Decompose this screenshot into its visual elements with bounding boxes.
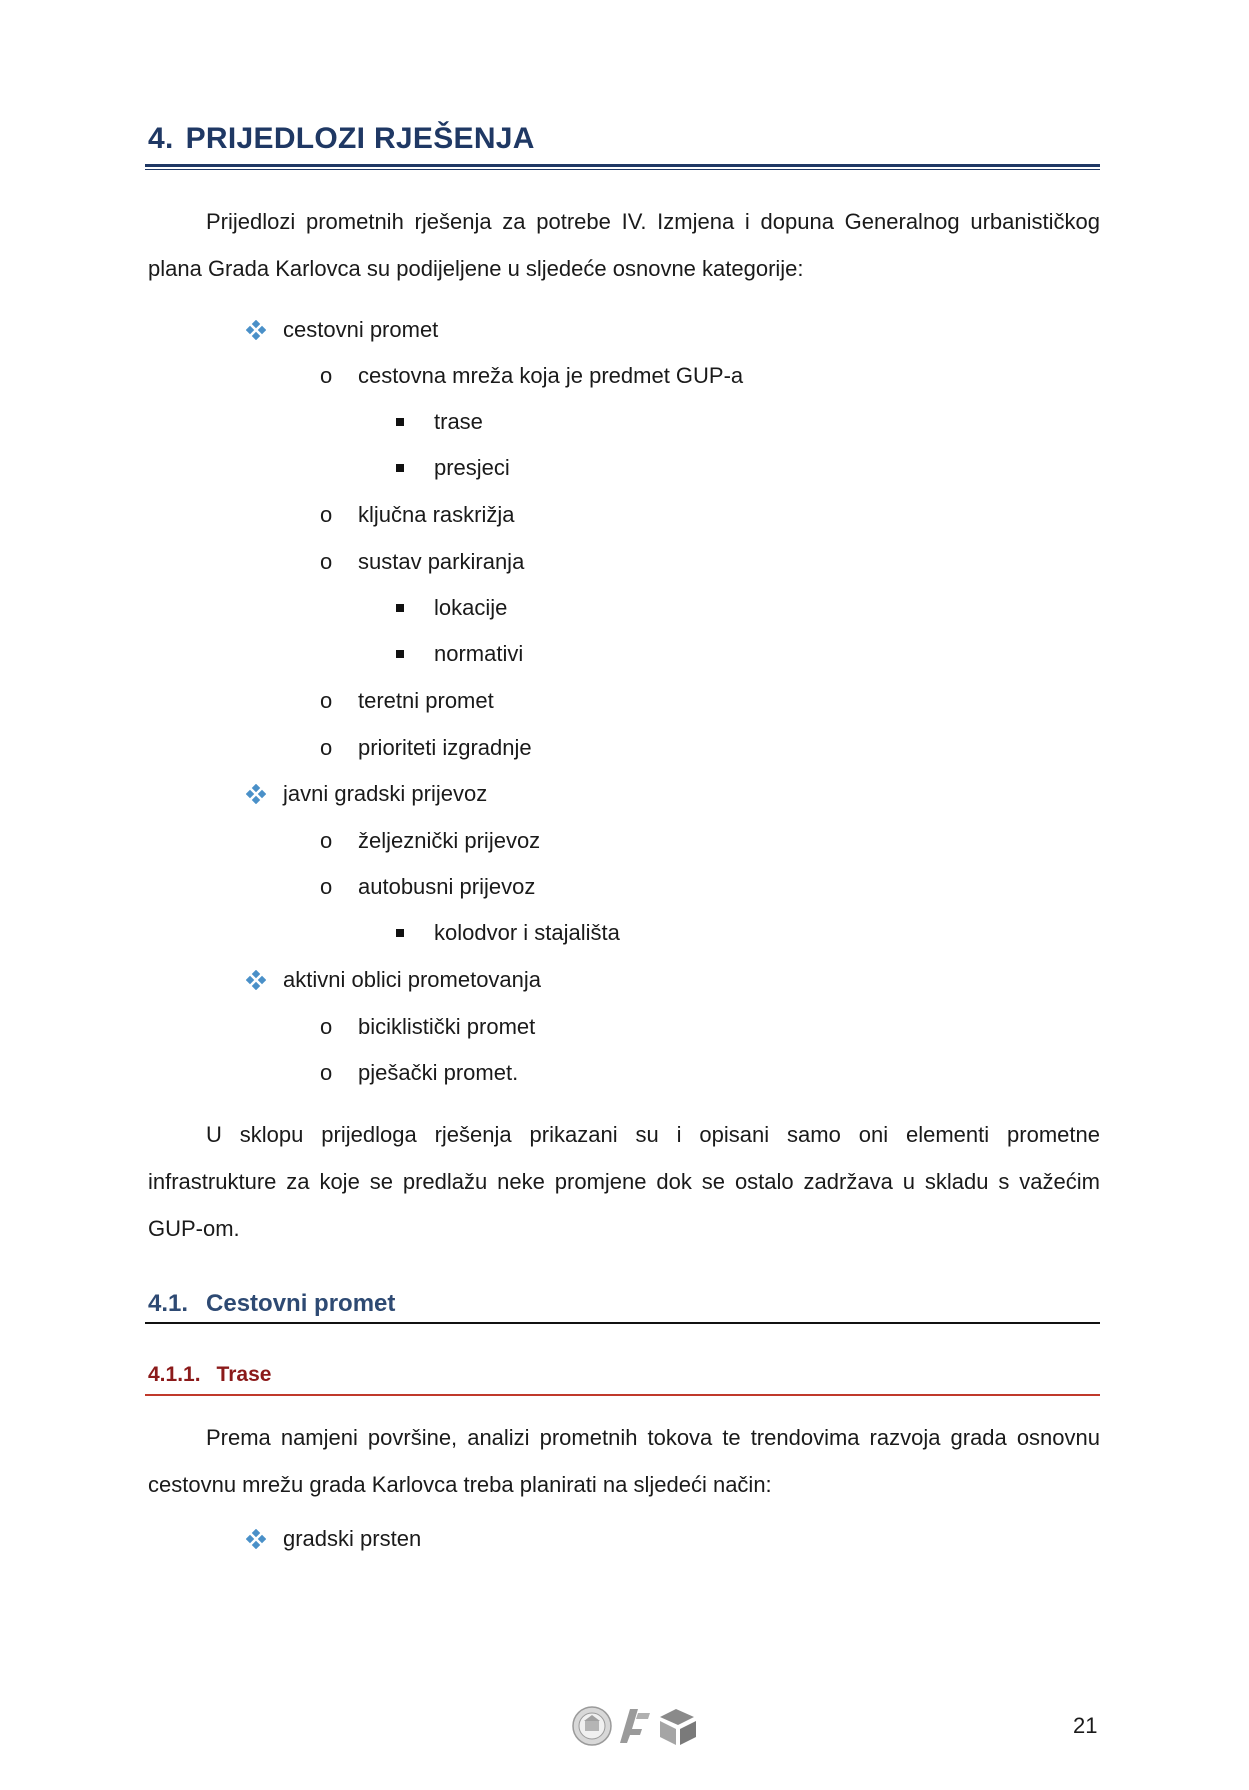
circle-bullet: o [320,735,333,760]
circle-bullet: o [320,549,333,574]
chapter-number: 4. [148,122,174,155]
circle-bullet: o [320,363,333,388]
diamond-bullet-icon [246,970,266,990]
list-item-normativi: normativi [434,641,524,666]
circle-bullet: o [320,1060,333,1085]
subsection-title: Trase [216,1363,272,1386]
list-item-lokacije: lokacije [434,595,508,620]
diamond-bullet-icon [246,320,266,340]
list-item-cestovna-mreza: cestovna mreža koja je predmet GUP-a [358,363,744,388]
circle-bullet: o [320,874,333,899]
list-item-parkiranje: sustav parkiranja [358,549,525,574]
square-bullet [396,418,404,426]
list-item-pjesacki: pješački promet. [358,1060,519,1085]
geometric-logo-icon [660,1709,696,1745]
scope-paragraph: U sklopu prijedloga rješenja prikazani su i opisani samo oni elementi prometne infrastrukture za koje se predlažu neke promjene dok se ostalo zadržava u skladu s važećim GUP-om. [148,1122,1100,1241]
list-item-aktivni: aktivni oblici prometovanja [283,967,542,992]
square-bullet [396,604,404,612]
list-item-presjeci: presjeci [434,455,510,480]
list-item-autobusni: autobusni prijevoz [358,874,536,899]
square-bullet [396,929,404,937]
section-number: 4.1. [148,1290,189,1317]
diamond-bullet-icon [246,784,266,804]
heading-rule-thin [145,169,1100,170]
list-item-javni: javni gradski prijevoz [283,781,488,806]
chapter-heading [148,122,535,156]
heading-rule-thick [145,164,1100,167]
list-item-biciklisticki: biciklistički promet [358,1014,536,1039]
list-item-prsten: gradski prsten [283,1526,422,1551]
faculty-logo-icon [620,1709,650,1743]
section-heading [148,1290,395,1318]
list-item-zeljeznicki: željeznički prijevoz [358,828,541,853]
list-item-teretni: teretni promet [358,688,494,713]
subsection-number: 4.1.1. [148,1363,201,1386]
subsection-rule [145,1394,1100,1396]
list-item-kolodvor: kolodvor i stajališta [434,920,620,945]
page-number: 21 [1073,1713,1098,1738]
intro-paragraph: Prijedlozi prometnih rješenja za potrebe IV. Izmjena i dopuna Generalnog urbanističkog plana Grada Karlovca su podijeljene u sljedeće osnovne kategorije: [148,209,1100,281]
list-item-prioriteti: prioriteti izgradnje [358,735,532,760]
square-bullet [396,650,404,658]
section-rule [145,1322,1100,1324]
university-seal-icon [573,1707,611,1745]
subsection-heading [148,1363,271,1387]
footer-logos [572,1703,712,1749]
square-bullet [396,464,404,472]
circle-bullet: o [320,688,333,713]
list-item-cestovni: cestovni promet [283,317,439,342]
network-paragraph: Prema namjeni površine, analizi prometnih tokova te trendovima razvoja grada osnovnu cestovnu mrežu grada Karlovca treba planirati na sljedeći način: [148,1425,1100,1497]
section-title: Cestovni promet [206,1290,396,1317]
chapter-title: PRIJEDLOZI RJEŠENJA [185,122,535,155]
circle-bullet: o [320,1014,333,1039]
circle-bullet: o [320,502,333,527]
list-item-raskrizja: ključna raskrižja [358,502,515,527]
circle-bullet: o [320,828,333,853]
diamond-bullet-icon [246,1529,266,1549]
list-item-trase: trase [434,409,483,434]
